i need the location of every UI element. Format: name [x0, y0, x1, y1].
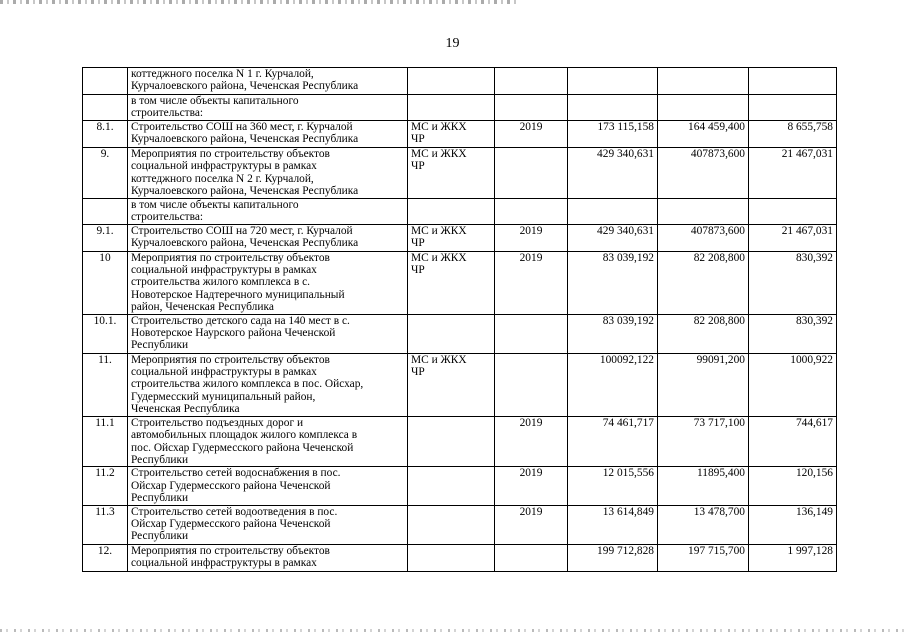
total-amount-cell [568, 95, 658, 121]
regional-amount-cell [749, 198, 837, 224]
federal-amount-cell: 13 478,700 [658, 505, 749, 544]
total-amount-cell: 74 461,717 [568, 416, 658, 467]
executor-cell-line: ЧР [411, 366, 425, 379]
year-cell: 2019 [495, 505, 568, 544]
item-description-cell-line: социальной инфраструктуры в рамках [131, 556, 317, 569]
executor-cell [408, 544, 495, 571]
table-row [83, 120, 837, 147]
table-row [83, 505, 837, 544]
executor-cell [408, 224, 495, 251]
year-cell [495, 147, 568, 198]
executor-cell [408, 314, 495, 353]
item-number-cell: 11.2 [83, 467, 128, 505]
item-description-cell-line: Республики [131, 492, 189, 505]
item-description-cell-line: пос. Ойсхар Гудермесского района Чеченской [131, 441, 354, 454]
total-amount-cell: 83 039,192 [568, 314, 658, 353]
executor-cell-line: МС и ЖКХ [411, 224, 467, 237]
table-row [83, 544, 837, 571]
item-description-cell-line: Строительство детского сада на 140 мест в с. [131, 314, 350, 327]
year-cell: 2019 [495, 224, 568, 251]
year-cell [495, 544, 568, 571]
federal-amount-cell [658, 198, 749, 224]
federal-amount-cell: 82 208,800 [658, 314, 749, 353]
item-description-cell-line: Республики [131, 530, 189, 543]
item-description-cell [128, 68, 408, 95]
year-cell [495, 314, 568, 353]
regional-amount-cell: 830,392 [749, 314, 837, 353]
scan-noise-bottom [0, 629, 905, 632]
item-description-cell-line: Строительство сетей водоотведения в пос. [131, 505, 338, 518]
item-number-cell: 11.1 [83, 416, 128, 467]
item-description-cell [128, 198, 408, 224]
total-amount-cell: 12 015,556 [568, 467, 658, 505]
executor-cell-line: МС и ЖКХ [411, 251, 467, 264]
executor-cell-line: ЧР [411, 264, 425, 277]
year-cell [495, 198, 568, 224]
executor-cell-line: МС и ЖКХ [411, 353, 467, 366]
item-description-cell-line: Новотерское Надтеречного муниципальный [131, 288, 345, 301]
total-amount-cell: 83 039,192 [568, 251, 658, 314]
federal-amount-cell: 82 208,800 [658, 251, 749, 314]
item-number-cell: 11. [83, 353, 128, 416]
regional-amount-cell [749, 68, 837, 95]
executor-cell [408, 147, 495, 198]
item-description-cell-line: коттеджного поселка N 1 г. Курчалой, [131, 68, 314, 80]
item-number-cell: 12. [83, 544, 128, 571]
item-number-cell: 9.1. [83, 224, 128, 251]
total-amount-cell: 429 340,631 [568, 224, 658, 251]
executor-cell [408, 120, 495, 147]
item-description-cell-line: Новотерское Наурского района Чеченской [131, 327, 336, 340]
executor-cell-line: ЧР [411, 133, 425, 146]
regional-amount-cell: 1 997,128 [749, 544, 837, 571]
program-table [82, 67, 837, 572]
item-description-cell-line: коттеджного поселка N 2 г. Курчалой, [131, 172, 314, 185]
executor-cell-line: ЧР [411, 237, 425, 250]
item-description-cell-line: строительства: [131, 107, 204, 120]
table-row [83, 314, 837, 353]
item-description-cell-line: Чеченская Республика [131, 403, 240, 416]
federal-amount-cell [658, 95, 749, 121]
table-row [83, 224, 837, 251]
item-number-cell [83, 95, 128, 121]
item-description-cell-line: Курчалоевского района, Чеченская Республика [131, 237, 359, 250]
federal-amount-cell: 11895,400 [658, 467, 749, 505]
executor-cell [408, 95, 495, 121]
table-row [83, 353, 837, 416]
regional-amount-cell: 830,392 [749, 251, 837, 314]
item-description-cell-line: в том числе объекты капитального [131, 198, 299, 211]
federal-amount-cell: 407873,600 [658, 224, 749, 251]
item-number-cell [83, 198, 128, 224]
item-description-cell-line: строительства жилого комплекса в пос. Ойсхар, [131, 378, 364, 391]
item-description-cell-line: социальной инфраструктуры в рамках [131, 366, 317, 379]
item-description-cell [128, 120, 408, 147]
item-description-cell-line: Мероприятия по строительству объектов [131, 251, 330, 264]
table-row [83, 95, 837, 121]
item-description-cell-line: Гудермесский муниципальный район, [131, 390, 316, 403]
total-amount-cell [568, 68, 658, 95]
executor-cell [408, 353, 495, 416]
year-cell: 2019 [495, 251, 568, 314]
item-description-cell [128, 147, 408, 198]
total-amount-cell: 13 614,849 [568, 505, 658, 544]
regional-amount-cell [749, 95, 837, 121]
total-amount-cell: 199 712,828 [568, 544, 658, 571]
item-description-cell-line: Курчалоевского района, Чеченская Республика [131, 133, 359, 146]
item-description-cell [128, 224, 408, 251]
executor-cell-line: МС и ЖКХ [411, 120, 467, 133]
table-row [83, 147, 837, 198]
item-description-cell-line: Курчалоевского района, Чеченская Республика [131, 80, 359, 93]
item-description-cell-line: Строительство сетей водоснабжения в пос. [131, 467, 341, 480]
item-description-cell [128, 95, 408, 121]
item-description-cell-line: социальной инфраструктуры в рамках [131, 160, 317, 173]
item-description-cell-line: Мероприятия по строительству объектов [131, 544, 330, 557]
federal-amount-cell: 407873,600 [658, 147, 749, 198]
regional-amount-cell: 744,617 [749, 416, 837, 467]
table-row [83, 251, 837, 314]
item-description-cell-line: Республики [131, 339, 189, 352]
federal-amount-cell: 99091,200 [658, 353, 749, 416]
table-row [83, 198, 837, 224]
item-description-cell-line: Строительство СОШ на 720 мест, г. Курчалой [131, 224, 353, 237]
executor-cell-line: МС и ЖКХ [411, 147, 467, 160]
federal-amount-cell: 197 715,700 [658, 544, 749, 571]
table-row [83, 416, 837, 467]
executor-cell [408, 68, 495, 95]
executor-cell [408, 251, 495, 314]
item-description-cell-line: строительства жилого комплекса в с. [131, 276, 310, 289]
item-description-cell-line: в том числе объекты капитального [131, 95, 299, 107]
year-cell: 2019 [495, 120, 568, 147]
table-row [83, 467, 837, 505]
table-row [83, 68, 837, 95]
regional-amount-cell: 120,156 [749, 467, 837, 505]
item-description-cell-line: Мероприятия по строительству объектов [131, 353, 330, 366]
executor-cell [408, 467, 495, 505]
item-description-cell-line: автомобильных площадок жилого комплекса в [131, 429, 358, 442]
regional-amount-cell: 1000,922 [749, 353, 837, 416]
item-description-cell [128, 251, 408, 314]
year-cell [495, 353, 568, 416]
item-description-cell-line: Строительство СОШ на 360 мест, г. Курчалой [131, 120, 353, 133]
federal-amount-cell: 164 459,400 [658, 120, 749, 147]
regional-amount-cell: 8 655,758 [749, 120, 837, 147]
item-number-cell: 10 [83, 251, 128, 314]
executor-cell-line: ЧР [411, 160, 425, 173]
item-number-cell: 8.1. [83, 120, 128, 147]
regional-amount-cell: 21 467,031 [749, 224, 837, 251]
year-cell [495, 68, 568, 95]
item-description-cell-line: Мероприятия по строительству объектов [131, 147, 330, 160]
total-amount-cell [568, 198, 658, 224]
total-amount-cell: 173 115,158 [568, 120, 658, 147]
year-cell: 2019 [495, 467, 568, 505]
year-cell: 2019 [495, 416, 568, 467]
total-amount-cell: 429 340,631 [568, 147, 658, 198]
item-description-cell [128, 314, 408, 353]
item-description-cell-line: Курчалоевского района, Чеченская Республика [131, 185, 359, 198]
executor-cell [408, 416, 495, 467]
year-cell [495, 95, 568, 121]
item-description-cell [128, 544, 408, 571]
item-description-cell [128, 505, 408, 544]
item-number-cell: 11.3 [83, 505, 128, 544]
regional-amount-cell: 21 467,031 [749, 147, 837, 198]
page-number: 19 [445, 36, 460, 51]
item-description-cell-line: социальной инфраструктуры в рамках [131, 264, 317, 277]
federal-amount-cell: 73 717,100 [658, 416, 749, 467]
item-number-cell [83, 68, 128, 95]
regional-amount-cell: 136,149 [749, 505, 837, 544]
executor-cell [408, 505, 495, 544]
item-description-cell-line: Ойсхар Гудермесского района Чеченской [131, 479, 331, 492]
item-description-cell-line: Республики [131, 453, 189, 466]
item-description-cell [128, 416, 408, 467]
item-description-cell-line: Строительство подъездных дорог и [131, 416, 304, 429]
item-number-cell: 10.1. [83, 314, 128, 353]
item-description-cell [128, 467, 408, 505]
item-description-cell-line: район, Чеченская Республика [131, 301, 274, 314]
executor-cell [408, 198, 495, 224]
item-description-cell-line: строительства: [131, 211, 204, 224]
scan-noise-top [0, 0, 520, 4]
table-body [83, 68, 837, 572]
item-description-cell [128, 353, 408, 416]
item-number-cell: 9. [83, 147, 128, 198]
item-description-cell-line: Ойсхар Гудермесского района Чеченской [131, 517, 331, 530]
total-amount-cell: 100092,122 [568, 353, 658, 416]
federal-amount-cell [658, 68, 749, 95]
